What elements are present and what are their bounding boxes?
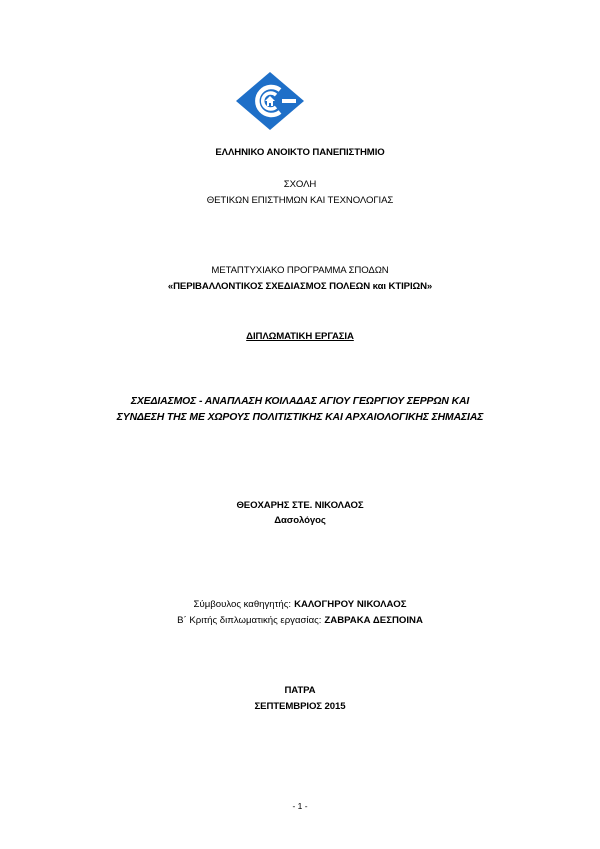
author-name: ΘΕΟΧΑΡΗΣ ΣΤΕ. ΝΙΚΟΛΑΟΣ [236, 500, 364, 511]
advisor-row [0, 599, 600, 611]
author-profession: Δασολόγος [274, 515, 326, 526]
reviewer-label: Β΄ Κριτής διπλωματικής εργασίας: [177, 615, 322, 626]
advisor-label: Σύμβουλος καθηγητής: [193, 599, 292, 610]
school-label: ΣΧΟΛΗ [283, 179, 317, 190]
date: ΣΕΠΤΕΜΒΡΙΟΣ 2015 [254, 701, 346, 712]
school-name: ΘΕΤΙΚΩΝ ΕΠΙΣΤΗΜΩΝ ΚΑΙ ΤΕΧΝΟΛΟΓΙΑΣ [206, 195, 394, 206]
university-name: ΕΛΛΗΝΙΚΟ ΑΝΟΙΚΤΟ ΠΑΝΕΠΙΣΤΗΜΙΟ [215, 147, 385, 158]
advisor-name: ΚΑΛΟΓΗΡΟΥ ΝΙΚΟΛΑΟΣ [294, 599, 407, 610]
reviewer-row [0, 615, 600, 627]
document-type: ΔΙΠΛΩΜΑΤΙΚΗ ΕΡΓΑΣΙΑ [246, 331, 354, 342]
reviewer-name: ΖΑΒΡΑΚΑ ΔΕΣΠΟΙΝΑ [324, 615, 423, 626]
page-number: - 1 - [292, 801, 308, 811]
program-label: ΜΕΤΑΠΤΥΧΙΑΚΟ ΠΡΟΓΡΑΜΜΑ ΣΠΟΔΩΝ [211, 265, 389, 276]
university-logo-icon [234, 70, 306, 132]
program-name: «ΠΕΡΙΒΑΛΛΟΝΤΙΚΟΣ ΣΧΕΔΙΑΣΜΟΣ ΠΟΛΕΩΝ και ΚΤΙΡΙΩΝ» [167, 281, 433, 292]
thesis-title-line-1: ΣΧΕΔΙΑΣΜΟΣ - ΑΝΑΠΛΑΣΗ ΚΟΙΛΑΔΑΣ ΑΓΙΟΥ ΓΕΩΡΓΙΟΥ ΣΕΡΡΩΝ ΚΑΙ [130, 396, 470, 407]
thesis-title-line-2: ΣΥΝΔΕΣΗ ΤΗΣ ΜΕ ΧΩΡΟΥΣ ΠΟΛΙΤΙΣΤΙΚΗΣ ΚΑΙ ΑΡΧΑΙΟΛΟΓΙΚΗΣ ΣΗΜΑΣΙΑΣ [116, 412, 484, 423]
city: ΠΑΤΡΑ [284, 685, 316, 696]
